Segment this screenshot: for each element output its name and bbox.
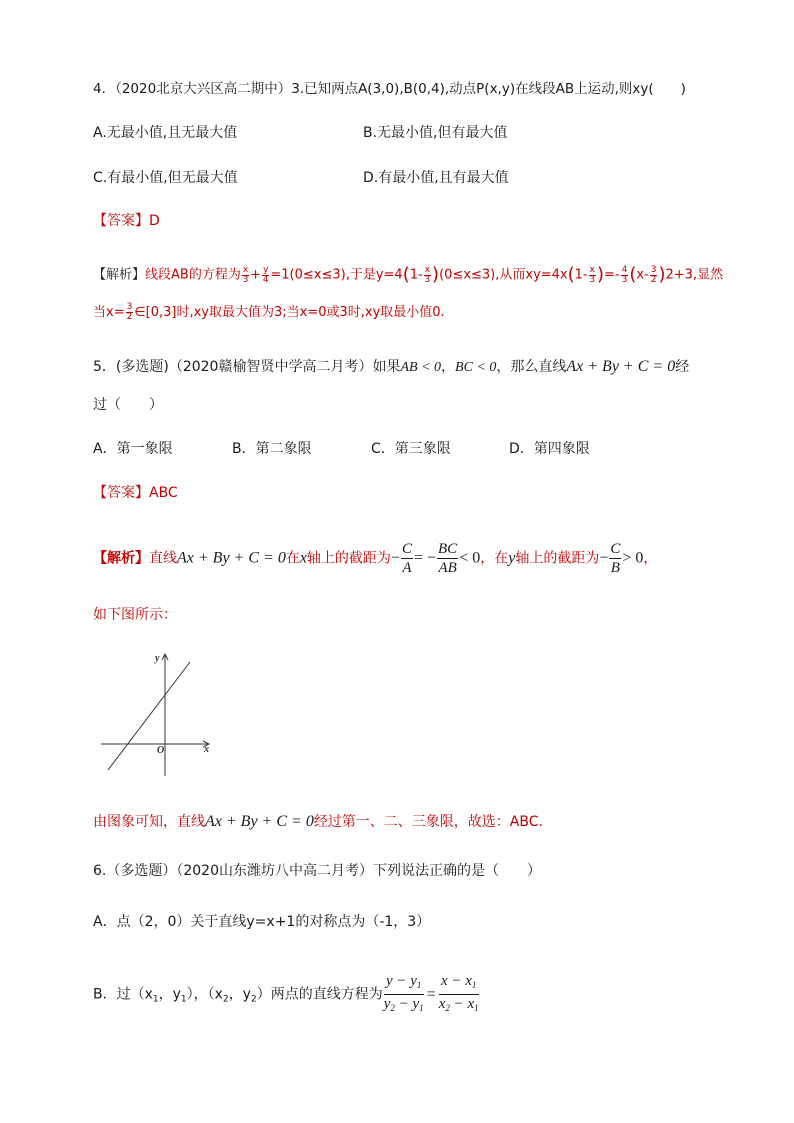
- q5-header-line2: 过（ ）: [93, 397, 163, 413]
- analysis-text: x-: [636, 267, 649, 283]
- conclusion-text: 经过第一、二、三象限，故选：ABC.: [313, 814, 543, 830]
- q4-option-a: A.无最小值,且无最大值: [93, 125, 238, 141]
- q5-conclusion: [93, 812, 543, 832]
- option-text: ，y: [228, 986, 251, 1003]
- math-sign: −: [599, 549, 609, 567]
- question-text: ，: [441, 359, 456, 375]
- analysis-text: 在: [285, 550, 300, 567]
- math-variable: x: [299, 549, 307, 567]
- math-sign: = −: [413, 549, 437, 567]
- q5-option-a: A．第一象限: [93, 441, 173, 457]
- question-text: 经: [675, 359, 690, 375]
- analysis-text: =-: [603, 267, 620, 283]
- analysis-text: 2+3,显然: [665, 267, 724, 283]
- math-equation: Ax + By + C = 0: [177, 549, 286, 567]
- q5-option-c: C．第三象限: [371, 441, 451, 457]
- analysis-text: 1-: [574, 267, 588, 283]
- q4-option-c: C.有最小值,但无最大值: [93, 170, 238, 186]
- analysis-text: +: [250, 267, 262, 283]
- q5-answer: [93, 483, 178, 503]
- q6-option-b: [93, 972, 480, 1018]
- analysis-text: ，在: [480, 550, 509, 567]
- graph-line: [108, 662, 190, 770]
- math-condition: AB < 0: [400, 360, 442, 375]
- fraction: $\frac{x}{3}$: [242, 264, 249, 285]
- q4-answer: [93, 211, 160, 231]
- question-text: 5．(多选题)（2020赣榆智贤中学高二月考）如果: [93, 359, 401, 375]
- analysis-text: 当x=: [93, 305, 125, 320]
- analysis-label: 【解析】: [93, 267, 146, 283]
- q4-option-b: B.无最小值,但有最大值: [363, 125, 508, 141]
- analysis-text: 轴上的截距为: [306, 550, 391, 567]
- x-axis-label: x: [204, 744, 209, 755]
- math-equation: Ax + By + C = 0: [566, 358, 676, 375]
- analysis-text: =1(0≤x≤3),于是y=4: [270, 267, 403, 283]
- fraction: $\frac{x}{3}$: [589, 264, 596, 285]
- option-text: ）两点的直线方程为: [256, 986, 383, 1003]
- q5-header-line1: [93, 357, 689, 378]
- analysis-text: 轴上的截距为: [515, 550, 600, 567]
- answer-label: 【答案】: [93, 213, 149, 229]
- q4-analysis-line2: [93, 303, 445, 323]
- math-sign: =: [426, 985, 436, 1003]
- subscript: 2: [222, 994, 229, 1005]
- math-variable: y: [508, 549, 516, 567]
- question-text: ，那么直线: [496, 359, 567, 375]
- fraction: $\frac{4}{3}$: [621, 264, 628, 285]
- q5-analysis: [93, 540, 657, 577]
- analysis-text: 直线: [149, 550, 177, 567]
- q5-option-d: D．第四象限: [509, 441, 590, 457]
- fraction: $\frac{3}{2}$: [650, 264, 657, 285]
- analysis-text: ∈[0,3]时,xy取最大值为3;当x=0或3时,xy取最小值0.: [134, 305, 445, 320]
- origin-label: O: [157, 745, 165, 756]
- analysis-label: 【解析】: [93, 550, 149, 567]
- math-equation: Ax + By + C = 0: [205, 813, 314, 830]
- q4-header: 4．（2020北京大兴区高二期中）3.已知两点A(3,0),B(0,4),动点P(x,y)在线段AB上运动,则xy( ): [93, 81, 686, 97]
- fraction: $\frac{BC}{AB}$: [438, 541, 458, 576]
- answer-value: D: [149, 213, 160, 229]
- analysis-text: ，: [643, 550, 658, 567]
- line-graph-figure: [95, 648, 220, 778]
- fraction: $\frac{x}{3}$: [424, 264, 431, 285]
- y-axis-label: y: [155, 653, 160, 664]
- math-sign: −: [390, 549, 400, 567]
- conclusion-text: 由图象可知，直线: [93, 814, 205, 830]
- fraction: $\frac{C}{A}$: [401, 541, 412, 576]
- analysis-text: (0≤x≤3),从而xy=4x: [439, 267, 568, 283]
- q6-option-a: A．点（2，0）关于直线y=x+1的对称点为（-1，3）: [93, 914, 431, 930]
- q6-header: 6.（多选题）（2020山东潍坊八中高二月考）下列说法正确的是（ ）: [93, 863, 541, 879]
- q4-option-d: D.有最小值,且有最大值: [363, 170, 509, 186]
- analysis-text: 线段AB的方程为: [145, 267, 241, 283]
- fraction: $\frac{y}{4}$: [262, 264, 269, 285]
- q5-option-b: B．第二象限: [232, 441, 312, 457]
- math-condition: BC < 0: [455, 360, 497, 375]
- fraction-right: $\frac{x - x_1}{x_2 - x_1}$: [438, 973, 479, 1013]
- q5-figure-intro: 如下图所示：: [93, 607, 177, 623]
- answer-label: 【答案】: [93, 485, 149, 501]
- fraction-left: $\frac{y - y_1}{y_2 - y_1}$: [383, 973, 424, 1013]
- analysis-text: 1-: [409, 267, 423, 283]
- option-text: ，y: [158, 986, 181, 1003]
- subscript: 2: [250, 994, 257, 1005]
- answer-value: ABC: [149, 485, 178, 501]
- subscript: 1: [180, 994, 187, 1005]
- math-sign: < 0: [459, 549, 481, 567]
- fraction: $\frac{3}{2}$: [126, 302, 133, 322]
- option-text: B．过（x: [93, 986, 153, 1003]
- option-text: ），（x: [186, 986, 223, 1003]
- fraction: $\frac{C}{B}$: [610, 541, 621, 576]
- math-sign: > 0: [622, 549, 644, 567]
- subscript: 1: [152, 994, 159, 1005]
- q4-analysis-line1: 【解析】线段AB的方程为 $\frac{x}{3}$ + $\frac{y}{4}$ =1(0≤x≤3),于是y=4(1- $\frac{x}{3}$ )(0≤x≤3),从而xy=4x(1- $\frac{x}{3}$ )=- $\frac{4}{3}$ (x- $\frac{3}{2}$ )2+3,显然: [93, 264, 724, 285]
